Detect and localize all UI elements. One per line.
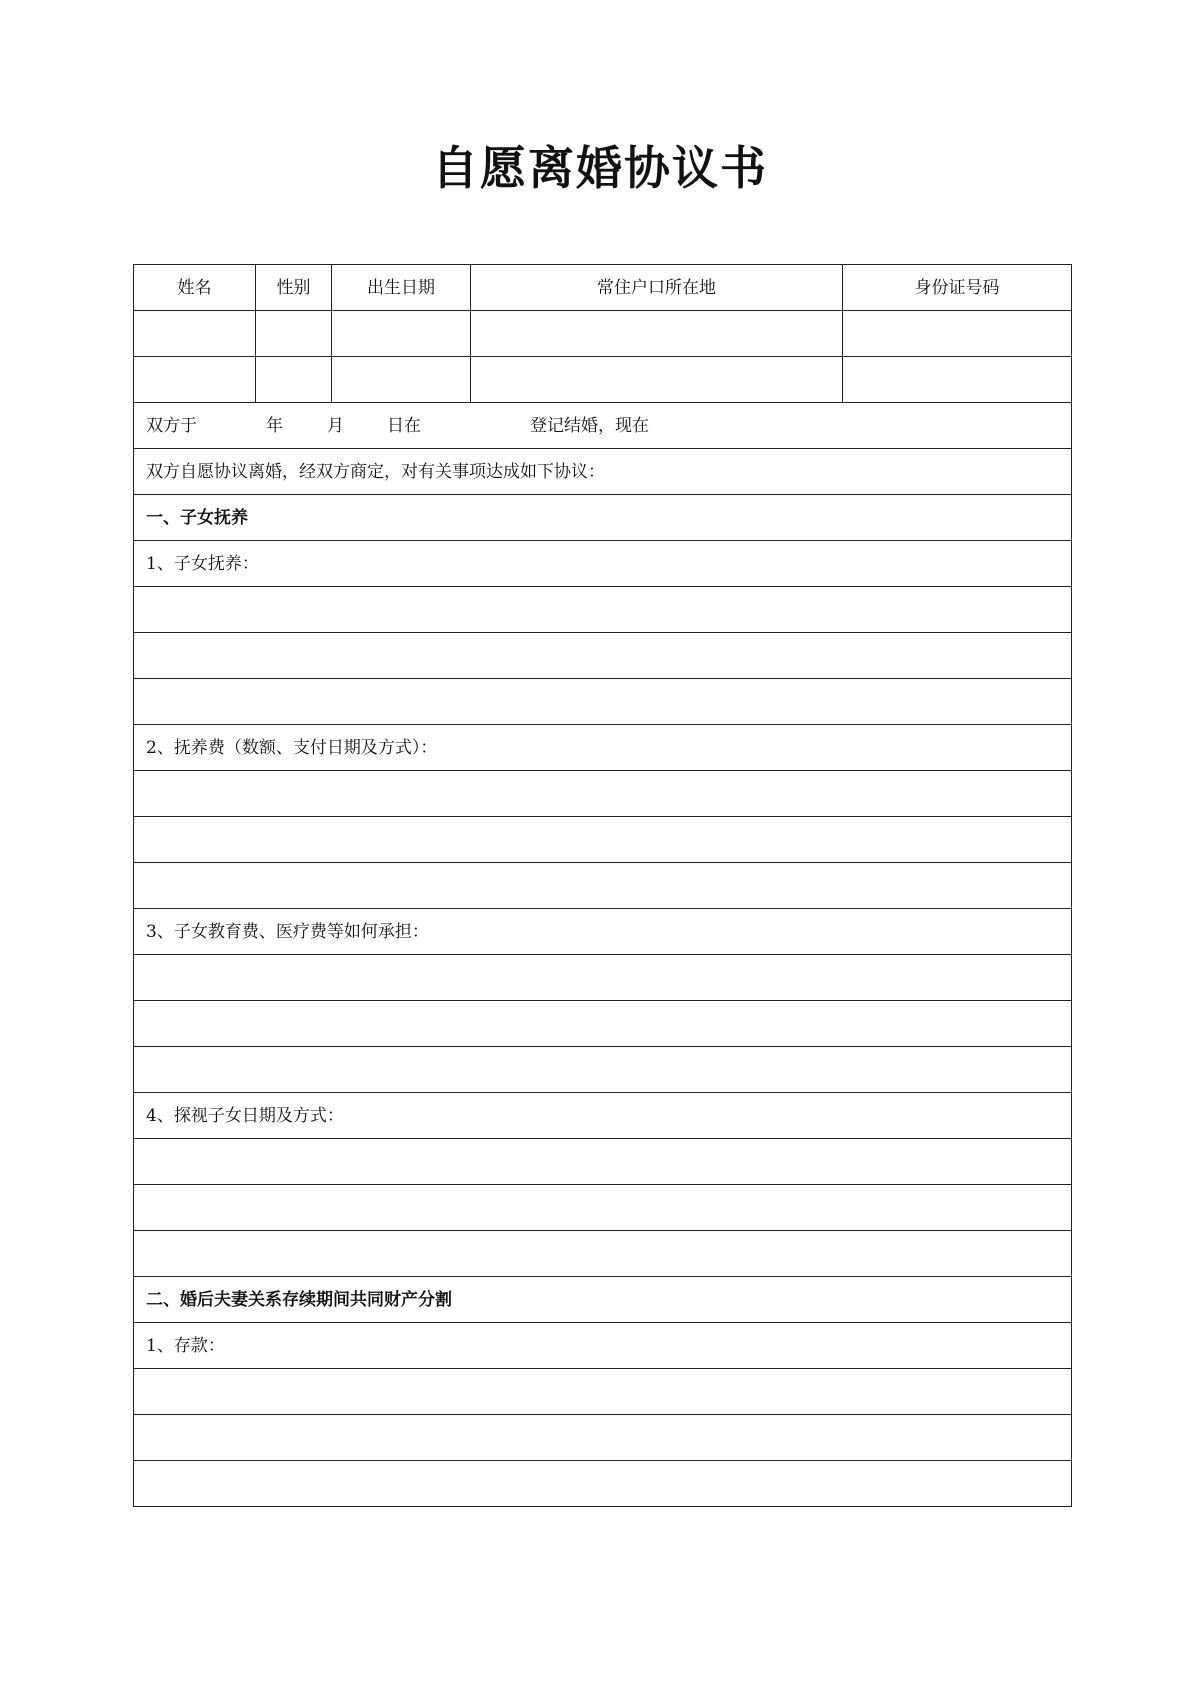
party2-birth-date-cell[interactable] — [332, 357, 471, 403]
blank-entry-row — [134, 1415, 1072, 1461]
marriage-year-label: 年 — [266, 415, 283, 436]
party2-gender-cell[interactable] — [256, 357, 332, 403]
marriage-day-at-label: 日在 — [387, 415, 421, 436]
item-child-support: 2、抚养费（数额、支付日期及方式）： — [134, 725, 1072, 771]
marriage-registered-label: 登记结婚，现在 — [530, 415, 649, 436]
party-row — [134, 311, 1072, 357]
blank-entry-line[interactable] — [134, 1415, 1072, 1461]
party1-gender-cell[interactable] — [256, 311, 332, 357]
blank-entry-line[interactable] — [134, 1369, 1072, 1415]
blank-entry-row — [134, 1461, 1072, 1507]
party-header-row — [134, 265, 1072, 311]
blank-entry-row — [134, 1369, 1072, 1415]
blank-entry-row — [134, 1231, 1072, 1277]
blank-entry-row — [134, 1139, 1072, 1185]
birth-date-column-header: 出生日期 — [332, 265, 471, 311]
party2-residence-cell[interactable] — [471, 357, 843, 403]
blank-entry-row — [134, 955, 1072, 1001]
agreement-intro: 双方自愿协议离婚，经双方商定，对有关事项达成如下协议： — [134, 449, 1072, 495]
page-title: 自愿离婚协议书 — [432, 141, 768, 195]
name-column-header: 姓名 — [134, 265, 256, 311]
item-label-row — [134, 1093, 1072, 1139]
item-label-row — [134, 1323, 1072, 1369]
blank-entry-line[interactable] — [134, 1047, 1072, 1093]
blank-entry-row — [134, 633, 1072, 679]
blank-entry-line[interactable] — [134, 1139, 1072, 1185]
item-label-row — [134, 725, 1072, 771]
blank-entry-line[interactable] — [134, 1185, 1072, 1231]
blank-entry-row — [134, 587, 1072, 633]
party1-residence-cell[interactable] — [471, 311, 843, 357]
blank-entry-row — [134, 1047, 1072, 1093]
residence-column-header: 常住户口所在地 — [471, 265, 843, 311]
blank-entry-row — [134, 771, 1072, 817]
item-child-custody: 1、子女抚养： — [134, 541, 1072, 587]
marriage-date-cell[interactable] — [134, 403, 1072, 449]
agreement-form-table — [133, 264, 1072, 1507]
blank-entry-line[interactable] — [134, 955, 1072, 1001]
blank-entry-row — [134, 817, 1072, 863]
party-row — [134, 357, 1072, 403]
blank-entry-line[interactable] — [134, 679, 1072, 725]
blank-entry-line[interactable] — [134, 863, 1072, 909]
agreement-intro-row — [134, 449, 1072, 495]
blank-entry-row — [134, 679, 1072, 725]
party1-name-cell[interactable] — [134, 311, 256, 357]
marriage-date-row — [134, 403, 1072, 449]
item-label-row — [134, 909, 1072, 955]
item-education-medical-costs: 3、子女教育费、医疗费等如何承担： — [134, 909, 1072, 955]
section-heading-row — [134, 1277, 1072, 1323]
blank-entry-line[interactable] — [134, 1001, 1072, 1047]
party2-name-cell[interactable] — [134, 357, 256, 403]
party1-id-number-cell[interactable] — [843, 311, 1072, 357]
id-number-column-header: 身份证号码 — [843, 265, 1072, 311]
marriage-prefix: 双方于 — [146, 415, 197, 436]
blank-entry-row — [134, 1001, 1072, 1047]
blank-entry-line[interactable] — [134, 633, 1072, 679]
item-label-row — [134, 541, 1072, 587]
section-heading-property-division: 二、婚后夫妻关系存续期间共同财产分割 — [134, 1277, 1072, 1323]
marriage-month-label: 月 — [327, 415, 344, 436]
party2-id-number-cell[interactable] — [843, 357, 1072, 403]
blank-entry-line[interactable] — [134, 771, 1072, 817]
blank-entry-line[interactable] — [134, 1461, 1072, 1507]
blank-entry-row — [134, 1185, 1072, 1231]
blank-entry-line[interactable] — [134, 1231, 1072, 1277]
item-savings: 1、存款： — [134, 1323, 1072, 1369]
party1-birth-date-cell[interactable] — [332, 311, 471, 357]
blank-entry-row — [134, 863, 1072, 909]
blank-entry-line[interactable] — [134, 587, 1072, 633]
blank-entry-line[interactable] — [134, 817, 1072, 863]
section-heading-row — [134, 495, 1072, 541]
section-heading-child-custody: 一、子女抚养 — [134, 495, 1072, 541]
item-visitation: 4、探视子女日期及方式： — [134, 1093, 1072, 1139]
gender-column-header: 性别 — [256, 265, 332, 311]
